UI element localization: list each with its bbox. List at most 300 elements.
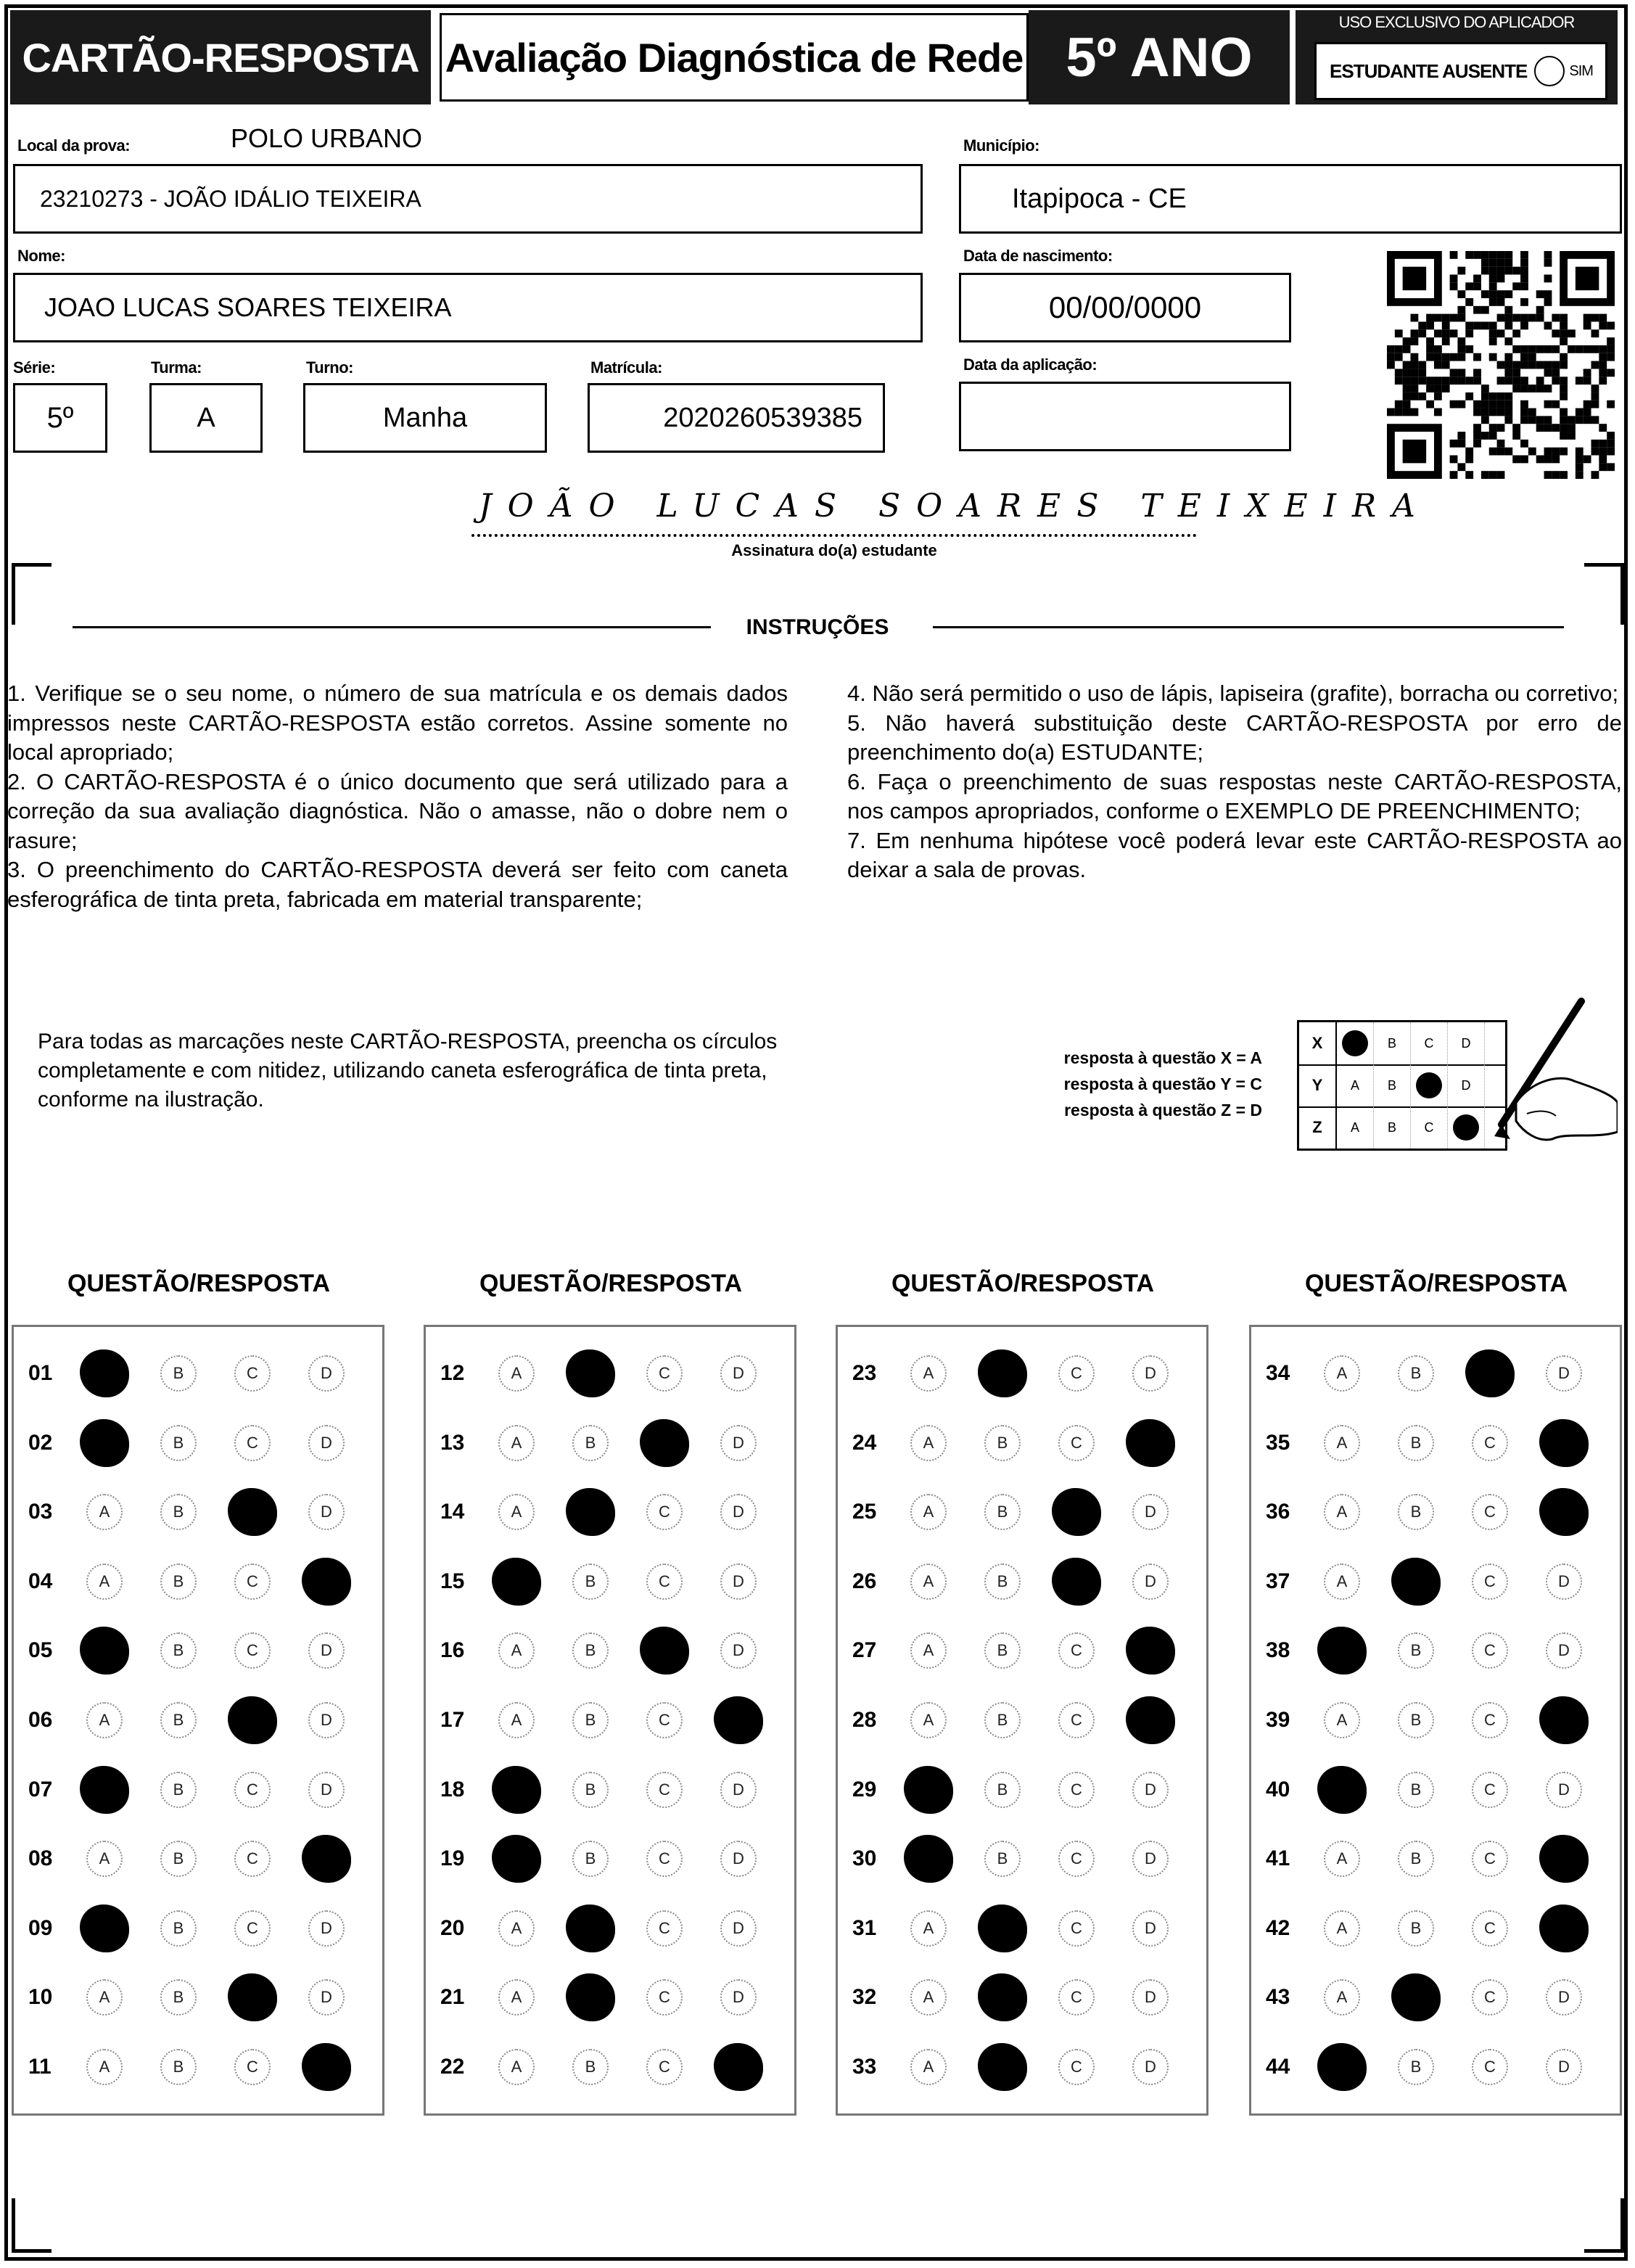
answer-bubble[interactable]: D (1132, 1979, 1169, 2016)
answer-bubble[interactable]: A (86, 1702, 123, 1738)
answer-row (838, 1837, 1206, 1881)
answer-bubble[interactable]: B (984, 1772, 1021, 1808)
answer-bubble-filled[interactable] (1539, 1419, 1589, 1467)
answer-bubble[interactable]: B (1398, 1841, 1434, 1877)
answer-bubble[interactable]: B (1398, 1355, 1434, 1392)
question-column (424, 1325, 796, 2116)
answer-bubble[interactable]: B (1398, 1425, 1434, 1461)
answer-bubble[interactable]: B (572, 2049, 609, 2085)
question-number: 05 (28, 1638, 53, 1663)
question-number: 33 (852, 2055, 877, 2079)
question-number: 42 (1266, 1915, 1290, 1940)
answer-bubble-filled[interactable] (1539, 1835, 1589, 1883)
answer-row (1251, 1490, 1620, 1534)
applicator-label: USO EXCLUSIVO DO APLICADOR (1338, 13, 1575, 31)
example-option: D (1448, 1064, 1485, 1106)
answer-row (14, 1352, 382, 1395)
answer-bubble[interactable]: A (1324, 1702, 1360, 1738)
answer-bubble[interactable]: B (160, 1564, 197, 1600)
answer-row (14, 1837, 382, 1881)
answer-bubble[interactable]: B (572, 1632, 609, 1669)
answer-bubble[interactable]: A (498, 1355, 535, 1392)
answer-bubble[interactable]: D (1132, 1841, 1169, 1877)
question-number: 30 (852, 1846, 877, 1871)
turno-value: Manha (382, 402, 468, 433)
answer-bubble[interactable]: C (234, 1772, 271, 1808)
answer-row (426, 1698, 794, 1742)
answer-row (838, 2045, 1206, 2089)
answer-bubble[interactable]: C (646, 1564, 683, 1600)
example-label: resposta à questão X = A (1063, 1048, 1262, 1067)
answer-bubble[interactable]: C (1058, 1772, 1095, 1808)
answer-bubble[interactable]: C (1058, 1355, 1095, 1392)
answer-bubble-filled[interactable] (80, 1627, 129, 1675)
grade-badge: 5º ANO (1029, 10, 1290, 104)
aplicacao-label: Data da aplicação: (963, 356, 1097, 374)
answer-bubble[interactable]: A (86, 2049, 123, 2085)
answer-bubble[interactable]: D (720, 1841, 757, 1877)
question-number: 19 (440, 1846, 465, 1871)
answer-bubble[interactable]: D (720, 1772, 757, 1808)
answer-bubble-filled[interactable] (1126, 1627, 1175, 1675)
answer-bubble[interactable]: C (646, 1355, 683, 1392)
answer-bubble[interactable]: C (234, 1841, 271, 1877)
answer-bubble[interactable]: C (646, 2049, 683, 2085)
turma-value: A (197, 402, 215, 433)
answer-bubble-filled[interactable] (80, 1419, 129, 1467)
turno-label: Turno: (306, 358, 354, 377)
question-number: 07 (28, 1777, 53, 1801)
question-number: 28 (852, 1708, 877, 1732)
answer-bubble-filled[interactable] (492, 1558, 541, 1606)
answer-bubble[interactable]: A (1324, 1910, 1360, 1947)
answer-bubble[interactable]: D (1546, 1979, 1582, 2016)
answer-row (14, 1421, 382, 1465)
student-signature: JOÃO LUCAS SOARES TEIXEIRA (479, 488, 1431, 525)
answer-bubble[interactable]: A (910, 1425, 947, 1461)
example-option: B (1374, 1106, 1411, 1149)
answer-bubble-filled[interactable] (640, 1419, 689, 1467)
answer-bubble[interactable]: D (720, 1564, 757, 1600)
answer-bubble-filled[interactable] (1539, 1696, 1589, 1744)
answer-bubble-filled[interactable] (80, 1905, 129, 1952)
answer-bubble[interactable]: C (234, 1564, 271, 1600)
local-label: Local da prova: (17, 136, 131, 155)
answer-bubble[interactable]: B (160, 1702, 197, 1738)
question-number: 12 (440, 1361, 465, 1385)
answer-bubble[interactable]: D (308, 1702, 345, 1738)
example-option: B (1374, 1022, 1411, 1064)
example-labels (994, 1045, 1262, 1123)
answer-bubble[interactable]: A (1324, 1355, 1360, 1392)
nome-label: Nome: (17, 247, 65, 265)
answer-bubble[interactable]: D (1132, 1564, 1169, 1600)
question-column (1249, 1325, 1622, 2116)
answer-bubble[interactable]: D (308, 1632, 345, 1669)
answer-row (426, 1837, 794, 1881)
answer-bubble[interactable]: A (86, 1564, 123, 1600)
answer-bubble[interactable]: B (1398, 2049, 1434, 2085)
answer-bubble[interactable]: B (984, 1425, 1021, 1461)
answer-bubble-filled[interactable] (1465, 1349, 1515, 1397)
answer-row (426, 1490, 794, 1534)
turma-label: Turma: (151, 358, 202, 377)
answer-bubble[interactable]: B (572, 1702, 609, 1738)
answer-bubble-filled[interactable] (80, 1349, 129, 1397)
answer-bubble[interactable]: A (498, 2049, 535, 2085)
answer-bubble-filled[interactable] (978, 1905, 1027, 1952)
answer-bubble[interactable]: B (984, 1841, 1021, 1877)
answer-bubble[interactable]: B (984, 1494, 1021, 1530)
answer-bubble[interactable]: A (498, 1494, 535, 1530)
instruction-item: 5. Não haverá substituição deste CARTÃO-RESPOSTA por erro de preenchimento do(a) ESTUDANTE; (847, 710, 1622, 765)
answer-bubble[interactable]: D (308, 1979, 345, 2016)
answer-bubble[interactable]: D (1132, 1355, 1169, 1392)
answer-bubble[interactable]: B (160, 1425, 197, 1461)
answer-bubble[interactable]: B (160, 1979, 197, 2016)
answer-bubble[interactable]: C (1058, 1702, 1095, 1738)
answer-bubble[interactable]: A (498, 1632, 535, 1669)
answer-bubble[interactable]: D (1132, 1772, 1169, 1808)
answer-bubble[interactable]: C (646, 1702, 683, 1738)
answer-bubble[interactable]: B (160, 1494, 197, 1530)
answer-bubble-filled[interactable] (302, 2043, 351, 2091)
question-number: 41 (1266, 1846, 1290, 1871)
absent-field (1314, 42, 1607, 100)
answer-bubble[interactable]: D (1132, 1910, 1169, 1947)
local-value: POLO URBANO (231, 123, 423, 153)
example-question-label: Z (1299, 1106, 1337, 1149)
answer-bubble[interactable]: A (1324, 1494, 1360, 1530)
answer-bubble[interactable]: D (720, 1425, 757, 1461)
school-value: 23210273 - JOÃO IDÁLIO TEIXEIRA (40, 185, 421, 212)
answer-bubble[interactable]: A (910, 1979, 947, 2016)
answer-bubble[interactable]: B (160, 1772, 197, 1808)
answer-bubble-filled[interactable] (1539, 1905, 1589, 1952)
answer-bubble-filled[interactable] (640, 1627, 689, 1675)
matricula-field (588, 383, 885, 453)
absent-sim-label: SIM (1569, 62, 1593, 79)
answer-bubble[interactable]: A (910, 2049, 947, 2085)
turma-field (149, 383, 263, 453)
answer-bubble[interactable]: C (1472, 1841, 1508, 1877)
answer-bubble[interactable]: D (308, 1772, 345, 1808)
answer-row (14, 1560, 382, 1603)
example-question-label: Y (1299, 1064, 1337, 1106)
question-number: 38 (1266, 1638, 1290, 1663)
answer-bubble[interactable]: C (1472, 1772, 1508, 1808)
answer-row (14, 1907, 382, 1950)
question-number: 24 (852, 1430, 877, 1455)
question-number: 20 (440, 1915, 465, 1940)
answer-bubble-filled[interactable] (228, 1696, 277, 1744)
answer-bubble[interactable]: B (1398, 1494, 1434, 1530)
answer-bubble-filled[interactable] (1126, 1419, 1175, 1467)
qr-code (1387, 251, 1615, 479)
answer-bubble[interactable]: C (646, 1494, 683, 1530)
answer-bubble[interactable]: A (86, 1979, 123, 2016)
question-number: 15 (440, 1569, 465, 1593)
answer-bubble[interactable]: D (1132, 1494, 1169, 1530)
answer-bubble[interactable]: D (720, 1632, 757, 1669)
answer-bubble[interactable]: D (308, 1494, 345, 1530)
question-number: 18 (440, 1777, 465, 1801)
answer-bubble[interactable]: A (910, 1702, 947, 1738)
answer-bubble[interactable]: C (1058, 2049, 1095, 2085)
answer-bubble-filled[interactable] (1317, 1627, 1367, 1675)
answer-bubble[interactable]: B (160, 2049, 197, 2085)
answer-bubble-filled[interactable] (714, 1696, 763, 1744)
answer-row (14, 1976, 382, 2019)
answer-bubble[interactable]: B (1398, 1910, 1434, 1947)
question-header: QUESTÃO/RESPOSTA (891, 1270, 1155, 1297)
answer-bubble-filled[interactable] (978, 1973, 1027, 2021)
answer-bubble[interactable]: B (572, 1772, 609, 1808)
answer-row (426, 1907, 794, 1950)
answer-row (14, 1698, 382, 1742)
answer-bubble-filled[interactable] (1052, 1558, 1101, 1606)
question-number: 40 (1266, 1777, 1290, 1801)
answer-bubble-filled[interactable] (566, 1973, 615, 2021)
answer-bubble[interactable]: B (572, 1564, 609, 1600)
answer-bubble[interactable]: C (646, 1841, 683, 1877)
example-option: A (1337, 1106, 1374, 1149)
question-number: 32 (852, 1985, 877, 2010)
answer-bubble[interactable]: B (572, 1425, 609, 1461)
answer-bubble-filled[interactable] (228, 1488, 277, 1536)
question-number: 34 (1266, 1361, 1290, 1385)
question-number: 27 (852, 1638, 877, 1663)
instruction-item: 2. O CARTÃO-RESPOSTA é o único documento que será utilizado para a correção da sua avaliação diagnóstica. Não o amasse, não o dobre nem o rasure; (7, 768, 788, 853)
answer-bubble-filled[interactable] (1539, 1488, 1589, 1536)
answer-bubble[interactable]: A (498, 1425, 535, 1461)
answer-bubble[interactable]: A (498, 1979, 535, 2016)
answer-bubble-filled[interactable] (978, 2043, 1027, 2091)
answer-bubble[interactable]: B (1398, 1702, 1434, 1738)
answer-bubble[interactable]: D (720, 1494, 757, 1530)
answer-row (1251, 2045, 1620, 2089)
answer-bubble-filled[interactable] (714, 2043, 763, 2091)
filled-mark (1416, 1072, 1442, 1098)
answer-row (838, 1907, 1206, 1950)
question-number: 29 (852, 1777, 877, 1801)
example-label: resposta à questão Z = D (1064, 1101, 1262, 1119)
answer-bubble[interactable]: A (1324, 1979, 1360, 2016)
answer-row (426, 1976, 794, 2019)
answer-bubble[interactable]: B (984, 1564, 1021, 1600)
answer-bubble[interactable]: A (1324, 1425, 1360, 1461)
answer-bubble[interactable]: A (498, 1702, 535, 1738)
question-number: 22 (440, 2055, 465, 2079)
corner-bottom-left (12, 2198, 52, 2253)
instruction-item: 4. Não será permitido o uso de lápis, lapiseira (grafite), borracha ou corretivo; (847, 681, 1619, 706)
answer-row (1251, 1629, 1620, 1672)
answer-bubble[interactable]: D (308, 1355, 345, 1392)
answer-bubble[interactable]: A (1324, 1841, 1360, 1877)
question-number: 04 (28, 1569, 53, 1593)
nome-value: JOAO LUCAS SOARES TEIXEIRA (44, 292, 452, 322)
answer-bubble[interactable]: A (1324, 1564, 1360, 1600)
question-number: 06 (28, 1708, 53, 1732)
answer-bubble-filled[interactable] (1052, 1488, 1101, 1536)
answer-bubble-filled[interactable] (566, 1488, 615, 1536)
answer-bubble[interactable]: D (720, 1355, 757, 1392)
instruction-item: 6. Faça o preenchimento de suas respostas neste CARTÃO-RESPOSTA, nos campos apropriados, conforme o EXEMPLO DE PREENCHIMENTO; (847, 768, 1622, 823)
answer-bubble[interactable]: C (1472, 1494, 1508, 1530)
answer-bubble[interactable]: C (646, 1979, 683, 2016)
question-header: QUESTÃO/RESPOSTA (479, 1270, 743, 1297)
answer-bubble[interactable]: B (160, 1841, 197, 1877)
answer-bubble[interactable]: C (1058, 1910, 1095, 1947)
answer-bubble[interactable]: C (1472, 1632, 1508, 1669)
answer-row (838, 1490, 1206, 1534)
answer-bubble-filled[interactable] (80, 1766, 129, 1814)
answer-bubble-filled[interactable] (302, 1558, 351, 1606)
question-number: 25 (852, 1500, 877, 1524)
answer-bubble-filled[interactable] (1391, 1973, 1441, 2021)
answer-bubble[interactable]: A (910, 1910, 947, 1947)
serie-field (13, 383, 107, 453)
school-field (13, 164, 923, 234)
answer-bubble[interactable]: A (910, 1355, 947, 1392)
answer-bubble[interactable]: D (720, 1910, 757, 1947)
answer-bubble-filled[interactable] (1317, 1766, 1367, 1814)
answer-bubble[interactable]: C (234, 1910, 271, 1947)
answer-bubble-filled[interactable] (1391, 1558, 1441, 1606)
answer-bubble[interactable]: D (1132, 2049, 1169, 2085)
answer-bubble[interactable]: C (1472, 1910, 1508, 1947)
answer-bubble-filled[interactable] (566, 1349, 615, 1397)
answer-bubble[interactable]: C (234, 1425, 271, 1461)
answer-bubble-filled[interactable] (978, 1349, 1027, 1397)
matricula-label: Matrícula: (590, 358, 662, 377)
example-question-label: X (1299, 1022, 1337, 1064)
aplicacao-field[interactable] (959, 382, 1291, 451)
answer-row (838, 1560, 1206, 1603)
answer-bubble[interactable]: C (234, 2049, 271, 2085)
answer-row (426, 1629, 794, 1672)
instruction-item: 7. Em nenhuma hipótese você poderá levar este CARTÃO-RESPOSTA ao deixar a sala de provas. (847, 827, 1622, 882)
absent-bubble[interactable] (1534, 56, 1565, 86)
answer-bubble[interactable]: D (1546, 1355, 1582, 1392)
instruction-item: 3. O preenchimento do CARTÃO-RESPOSTA deverá ser feito com caneta esferográfica de tinta preta, fabricada em material transparente; (7, 857, 788, 912)
question-number: 36 (1266, 1500, 1290, 1524)
nascimento-value: 00/00/0000 (1048, 290, 1202, 324)
answer-bubble[interactable]: A (910, 1494, 947, 1530)
answer-bubble[interactable]: C (1472, 1425, 1508, 1461)
answer-bubble[interactable]: B (984, 1702, 1021, 1738)
question-number: 14 (440, 1500, 465, 1524)
answer-bubble[interactable]: C (234, 1632, 271, 1669)
answer-bubble-filled[interactable] (492, 1835, 541, 1883)
answer-bubble-filled[interactable] (1317, 2043, 1367, 2091)
answer-bubble-filled[interactable] (904, 1766, 953, 1814)
answer-bubble[interactable]: D (720, 1979, 757, 2016)
answer-row (1251, 1907, 1620, 1950)
answer-row (14, 1768, 382, 1812)
answer-bubble-filled[interactable] (566, 1905, 615, 1952)
nascimento-field (959, 273, 1291, 342)
answer-bubble[interactable]: C (1058, 1841, 1095, 1877)
answer-bubble[interactable]: A (910, 1632, 947, 1669)
answer-bubble-filled[interactable] (492, 1766, 541, 1814)
answer-bubble[interactable]: C (1472, 1702, 1508, 1738)
answer-bubble-filled[interactable] (904, 1835, 953, 1883)
answer-bubble[interactable]: A (910, 1564, 947, 1600)
answer-bubble[interactable]: A (498, 1910, 535, 1947)
answer-bubble[interactable]: C (1472, 2049, 1508, 2085)
answer-bubble[interactable]: B (1398, 1772, 1434, 1808)
answer-bubble[interactable]: B (984, 1632, 1021, 1669)
answer-bubble[interactable]: B (160, 1632, 197, 1669)
example-label: resposta à questão Y = C (1063, 1075, 1262, 1093)
answer-bubble[interactable]: C (1472, 1564, 1508, 1600)
question-number: 17 (440, 1708, 465, 1732)
answer-bubble-filled[interactable] (302, 1835, 351, 1883)
question-number: 11 (28, 2055, 52, 2079)
answer-bubble[interactable]: C (646, 1910, 683, 1947)
municipio-field (959, 164, 1622, 234)
serie-label: Série: (13, 358, 56, 377)
instructions-right (847, 679, 1622, 885)
answer-bubble[interactable]: A (86, 1494, 123, 1530)
answer-bubble[interactable]: C (1058, 1632, 1095, 1669)
answer-bubble[interactable]: D (1546, 2049, 1582, 2085)
answer-row (838, 1698, 1206, 1742)
municipio-label: Município: (963, 136, 1039, 155)
instructions-title: INSTRUÇÕES (746, 615, 889, 639)
answer-bubble[interactable]: C (1058, 1979, 1095, 2016)
example-option: C (1411, 1106, 1448, 1149)
example-option: A (1337, 1064, 1374, 1106)
answer-bubble[interactable]: D (308, 1425, 345, 1461)
question-number: 09 (28, 1915, 53, 1940)
answer-bubble[interactable]: C (1472, 1979, 1508, 2016)
answer-row (1251, 1976, 1620, 2019)
filled-mark (1342, 1030, 1368, 1056)
answer-bubble[interactable]: B (1398, 1632, 1434, 1669)
answer-bubble[interactable]: D (1546, 1632, 1582, 1669)
municipio-value: Itapipoca - CE (1012, 183, 1187, 214)
answer-bubble[interactable]: D (1546, 1564, 1582, 1600)
question-number: 02 (28, 1430, 53, 1455)
answer-bubble[interactable]: C (646, 1772, 683, 1808)
answer-row (426, 2045, 794, 2089)
answer-bubble[interactable]: A (86, 1841, 123, 1877)
corner-bottom-right (1584, 2198, 1624, 2253)
answer-bubble[interactable]: D (1546, 1772, 1582, 1808)
answer-row (426, 1768, 794, 1812)
answer-bubble[interactable]: C (1058, 1425, 1095, 1461)
answer-row (1251, 1698, 1620, 1742)
question-number: 35 (1266, 1430, 1290, 1455)
answer-bubble[interactable]: B (160, 1355, 197, 1392)
question-number: 13 (440, 1430, 465, 1455)
example-option: C (1411, 1022, 1448, 1064)
answer-bubble-filled[interactable] (228, 1973, 277, 2021)
answer-bubble[interactable]: C (234, 1355, 271, 1392)
answer-row (14, 1629, 382, 1672)
nome-field (13, 273, 923, 342)
answer-bubble-filled[interactable] (1126, 1696, 1175, 1744)
answer-bubble[interactable]: B (572, 1841, 609, 1877)
answer-bubble[interactable]: D (308, 1910, 345, 1947)
answer-row (426, 1560, 794, 1603)
question-number: 26 (852, 1569, 877, 1593)
answer-row (14, 2045, 382, 2089)
example-filled-bubble (1411, 1064, 1448, 1106)
answer-bubble[interactable]: B (160, 1910, 197, 1947)
